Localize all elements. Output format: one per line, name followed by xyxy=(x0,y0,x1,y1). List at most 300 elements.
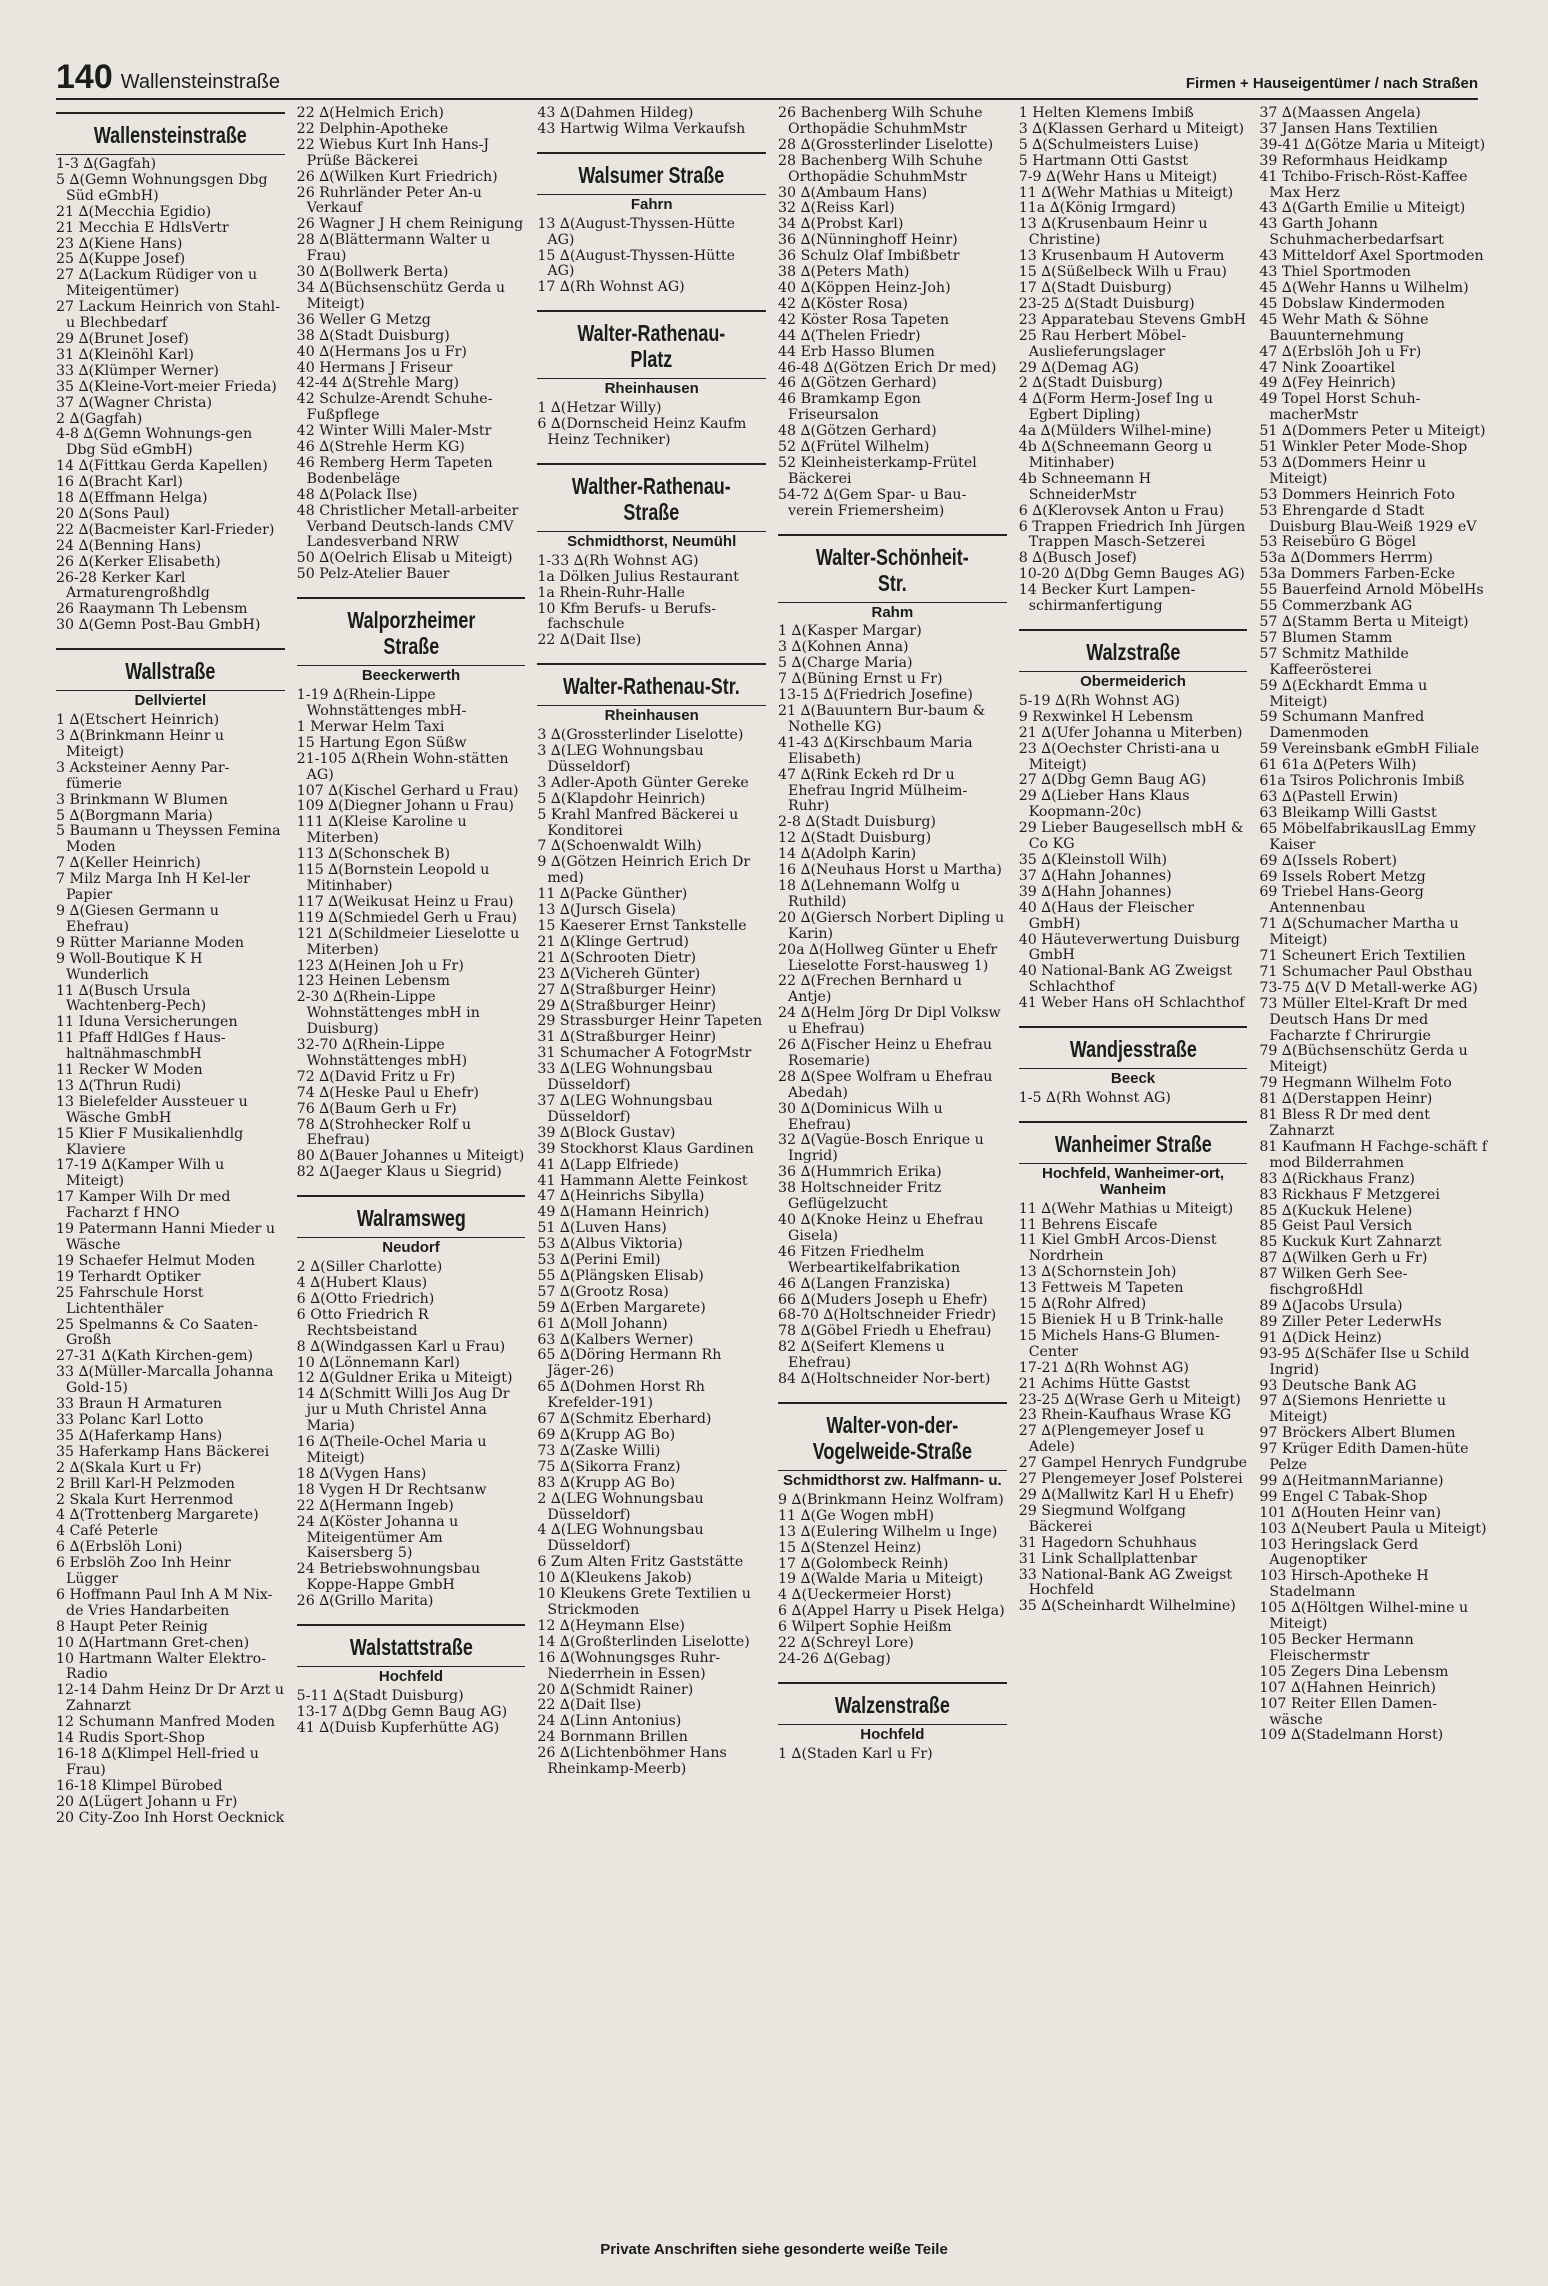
directory-entry: 26 ∆(Fischer Heinz u Ehefrau Rosemarie) xyxy=(778,1037,993,1069)
directory-entry: 23 ∆(Vichereh Günter) xyxy=(537,965,701,982)
directory-entry: 22 ∆(Dait Ilse) xyxy=(537,632,642,649)
directory-entry: 13 ∆(Thrun Rudi) xyxy=(56,1077,182,1094)
directory-entry: 55 Bauerfeind Arnold MöbelHs xyxy=(1259,582,1484,599)
directory-entry: 51 ∆(Dommers Peter u Miteigt) xyxy=(1259,423,1486,440)
street-heading xyxy=(1019,1121,1248,1164)
directory-entry: 18 ∆(Effmann Helga) xyxy=(56,490,208,507)
directory-entry: 1 ∆(Kasper Margar) xyxy=(778,623,922,640)
street-heading xyxy=(56,112,285,155)
directory-entry: 2 ∆(LEG Wohnungsbau Düsseldorf) xyxy=(537,1490,704,1523)
district-label: Rheinhausen xyxy=(604,707,699,725)
directory-entry: 40 Häuteverwertung Duisburg GmbH xyxy=(1018,931,1240,964)
directory-entry: 1 Merwar Helm Taxi xyxy=(296,718,445,735)
directory-entry: 12 Schumann Manfred Moden xyxy=(56,1714,276,1731)
directory-entry: 43 Hartwig Wilma Verkaufsh xyxy=(537,120,746,137)
directory-entry: 57 Schmitz Mathilde Kaffeerösterei xyxy=(1259,645,1409,678)
directory-entry: 14 Rudis Sport-Shop xyxy=(56,1730,205,1747)
directory-entry: 11 ∆(Packe Günther) xyxy=(537,886,688,903)
directory-entry: 11 ∆(Wehr Mathias u Miteigt) xyxy=(1018,1200,1234,1217)
directory-entry: 91 ∆(Dick Heinz) xyxy=(1259,1329,1382,1346)
directory-entry: 32-70 ∆(Rhein-Lippe Wohnstättenges mbH) xyxy=(296,1037,468,1069)
directory-entry: 42-44 ∆(Strehle Marg) xyxy=(296,375,460,392)
street-heading xyxy=(778,1682,1007,1725)
directory-entry: 9 ∆(Götzen Heinrich Erich Dr med) xyxy=(537,854,751,887)
street-heading xyxy=(537,463,766,532)
directory-entry: 22 Delphin-Apotheke xyxy=(296,120,449,137)
directory-entry: 73 ∆(Zaske Willi) xyxy=(537,1442,661,1459)
directory-entry: 93 Deutsche Bank AG xyxy=(1259,1377,1417,1394)
directory-entry: 22 ∆(Schreyl Lore) xyxy=(778,1635,914,1652)
directory-entry: 74 ∆(Heske Paul u Ehefr) xyxy=(296,1084,479,1101)
directory-entry: 17-19 ∆(Kamper Wilh u Miteigt) xyxy=(56,1157,225,1190)
directory-entry: 3 ∆(Klassen Gerhard u Miteigt) xyxy=(1018,120,1245,137)
directory-entry: 2-8 ∆(Stadt Duisburg) xyxy=(778,814,936,831)
directory-entry: 97 Krüger Edith Damen-hüte Pelze xyxy=(1259,1441,1469,1474)
directory-entry: 81 Kaufmann H Fachge-schäft f mod Bilderrahmen xyxy=(1259,1138,1488,1171)
district-label: Schmidthorst zw. Halfmann- u. xyxy=(783,1471,1002,1489)
directory-entry: 43 Garth Johann Schuhmacherbedarfsart xyxy=(1259,216,1444,249)
directory-entry: 33 ∆(Müller-Marcalla Johanna Gold-15) xyxy=(56,1364,274,1397)
directory-entry: 15 Bieniek H u B Trink-halle xyxy=(1018,1312,1224,1328)
directory-entry: 42 Köster Rosa Tapeten xyxy=(778,311,950,328)
street-heading xyxy=(1019,629,1248,672)
directory-entry: 41 Weber Hans oH Schlachthof xyxy=(1018,995,1245,1012)
directory-entry: 83 ∆(Krupp AG Bo) xyxy=(537,1474,676,1491)
directory-entry: 11 Kiel GmbH Arcos-Dienst Nordrhein xyxy=(1018,1232,1217,1265)
directory-entry: 22 ∆(Hermann Ingeb) xyxy=(296,1497,454,1514)
directory-entry: 47 Nink Zooartikel xyxy=(1259,359,1396,376)
directory-entry: 48 ∆(Polack Ilse) xyxy=(296,486,418,503)
directory-entry: 36 Weller G Metzg xyxy=(296,311,431,328)
street-heading xyxy=(297,597,526,666)
directory-entry: 2 ∆(Skala Kurt u Fr) xyxy=(56,1459,202,1476)
directory-entry: 105 ∆(Höltgen Wilhel-mine u Miteigt) xyxy=(1259,1600,1469,1633)
directory-entry: 76 ∆(Baum Gerh u Fr) xyxy=(296,1100,457,1117)
district-label: Hochfeld xyxy=(378,1668,444,1686)
directory-entry: 20 City-Zoo Inh Horst Oecknick xyxy=(56,1809,285,1826)
directory-entry: 67 ∆(Schmitz Eberhard) xyxy=(537,1411,712,1428)
directory-entry: 85 Geist Paul Versich xyxy=(1259,1218,1413,1235)
directory-entry: 7 Milz Marga Inh H Kel-ler Papier xyxy=(56,871,250,904)
directory-entry: 24 Betriebswohnungsbau Koppe-Happe GmbH xyxy=(296,1561,481,1594)
directory-entry: 5 ∆(Borgmann Maria) xyxy=(56,807,213,824)
directory-entry: 22 ∆(Frechen Bernhard u Antje) xyxy=(778,973,963,1006)
street-name: Wanheimer Straße xyxy=(1054,1130,1212,1157)
directory-entry: 27 ∆(Lackum Rüdiger von u Miteigentümer) xyxy=(56,267,258,300)
directory-entry: 15 Michels Hans-G Blumen-Center xyxy=(1018,1327,1220,1360)
page-number: 140 xyxy=(56,58,113,96)
directory-entry: 46-48 ∆(Götzen Erich Dr med) xyxy=(778,359,997,376)
directory-entry: 57 Blumen Stamm xyxy=(1259,629,1393,646)
directory-entry: 29 ∆(Lieber Hans Klaus Koopmann-20c) xyxy=(1018,788,1190,821)
directory-entry: 11 ∆(Wehr Mathias u Miteigt) xyxy=(1018,184,1234,201)
directory-entry: 6 Zum Alten Fritz Gaststätte xyxy=(537,1554,744,1571)
district-label: Beeckerwerth xyxy=(361,667,461,685)
directory-entry: 59 ∆(Eckhardt Emma u Miteigt) xyxy=(1259,677,1428,710)
directory-entry: 29 ∆(Mallwitz Karl H u Ehefr) xyxy=(1018,1486,1234,1503)
directory-entry: 12 ∆(Guldner Erika u Miteigt) xyxy=(296,1370,513,1387)
directory-entry: 26 ∆(Grillo Marita) xyxy=(296,1593,434,1610)
directory-entry: 53 Reisebüro G Bögel xyxy=(1259,534,1417,551)
directory-entry: 39 Stockhorst Klaus Gardinen xyxy=(537,1140,754,1157)
directory-entry: 53a Dommers Farben-Ecke xyxy=(1259,566,1455,583)
directory-entry: 30 ∆(Dominicus Wilh u Ehefrau) xyxy=(778,1100,943,1133)
directory-entry: 121 ∆(Schildmeier Lieselotte u Miterben) xyxy=(296,925,520,958)
directory-entry: 13 ∆(Schornstein Joh) xyxy=(1018,1264,1177,1281)
directory-entry: 27 ∆(Dbg Gemn Baug AG) xyxy=(1018,772,1207,789)
directory-entry: 42 Schulze-Arendt Schuhe-Fußpflege xyxy=(296,391,493,424)
directory-entry: 9 Rexwinkel H Lebensm xyxy=(1018,708,1194,725)
directory-entry: 13-15 ∆(Friedrich Josefine) xyxy=(778,687,973,704)
directory-entry: 78 ∆(Göbel Friedh u Ehefrau) xyxy=(778,1323,992,1340)
directory-entry: 53 ∆(Perini Emil) xyxy=(537,1252,661,1269)
directory-entry: 37 ∆(Hahn Johannes) xyxy=(1018,867,1172,884)
directory-entry: 42 Winter Willi Maler-Mstr xyxy=(296,423,492,440)
directory-entry: 84 ∆(Holtschneider Nor-bert) xyxy=(778,1371,991,1388)
directory-entry: 23 Apparatebau Stevens GmbH xyxy=(1018,311,1247,328)
directory-entry: 27 Lackum Heinrich von Stahl- u Blechbedarf xyxy=(56,299,280,332)
directory-entry: 89 ∆(Jacobs Ursula) xyxy=(1259,1297,1403,1314)
directory-entry: 14 Becker Kurt Lampen-schirmanfertigung xyxy=(1018,582,1196,615)
directory-entry: 82 ∆(Jaeger Klaus u Siegrid) xyxy=(296,1164,502,1181)
directory-entry: 5 ∆(Gemn Wohnungsgen Dbg Süd eGmbH) xyxy=(56,171,268,204)
directory-entry: 39 Reformhaus Heidkamp xyxy=(1259,152,1448,169)
directory-entry: 22 ∆(Helmich Erich) xyxy=(296,106,444,121)
directory-entry: 27 ∆(Plengemeyer Josef u Adele) xyxy=(1018,1423,1205,1456)
directory-entry: 18 ∆(Lehnemann Wolfg u Ruthild) xyxy=(778,877,960,910)
directory-entry: 49 ∆(Fey Heinrich) xyxy=(1259,375,1396,392)
directory-entry: 15 Klier F Musikalienhdlg Klaviere xyxy=(56,1125,244,1158)
directory-entry: 41 Tchibo-Frisch-Röst-Kaffee Max Herz xyxy=(1259,168,1468,201)
directory-entry: 53a ∆(Dommers Herrm) xyxy=(1259,550,1433,567)
street-name: Walzstraße xyxy=(1085,639,1181,665)
directory-entry: 49 Topel Horst Schuh-macherMstr xyxy=(1259,391,1421,424)
directory-entry: 41-43 ∆(Kirschbaum Maria Elisabeth) xyxy=(778,734,973,767)
directory-entry: 1-19 ∆(Rhein-Lippe Wohnstättenges mbH- xyxy=(296,687,467,719)
directory-entry: 9 ∆(Brinkmann Heinz Wolfram) xyxy=(778,1491,1004,1508)
directory-entry: 72 ∆(David Fritz u Fr) xyxy=(296,1068,456,1085)
directory-entry: 65 MöbelfabrikauslLag Emmy Kaiser xyxy=(1259,820,1476,853)
directory-entry: 6 ∆(Otto Friedrich) xyxy=(296,1290,435,1307)
directory-entry: 39-41 ∆(Götze Maria u Miteigt) xyxy=(1259,136,1486,153)
directory-entry: 9 Woll-Boutique K H Wunderlich xyxy=(56,950,203,983)
directory-entry: 78 ∆(Strohhecker Rolf u Ehefrau) xyxy=(296,1116,471,1149)
directory-entry: 19 ∆(Walde Maria u Miteigt) xyxy=(778,1571,984,1588)
directory-entry: 29 ∆(Brunet Josef) xyxy=(56,330,189,347)
directory-entry: 73 Müller Eltel-Kraft Dr med Deutsch Hans Dr med Facharzte f Chrirurgie xyxy=(1259,995,1468,1044)
directory-entry: 20a ∆(Hollweg Günter u Ehefr Lieselotte Forst-hausweg 1) xyxy=(778,941,998,974)
directory-entry: 29 Siegmund Wolfgang Bäckerei xyxy=(1018,1502,1187,1535)
directory-entry: 40 ∆(Hermans Jos u Fr) xyxy=(296,343,467,360)
directory-entry: 26 ∆(Wilken Kurt Friedrich) xyxy=(296,168,498,185)
directory-column-4 xyxy=(778,106,1007,2216)
directory-entry: 19 Patermann Hanni Mieder u Wäsche xyxy=(56,1221,276,1253)
header-left xyxy=(56,60,280,98)
directory-entry: 40 Hermans J Friseur xyxy=(296,359,453,376)
directory-entry: 14 ∆(Großterlinden Liselotte) xyxy=(537,1633,750,1650)
directory-entry: 18 ∆(Vygen Hans) xyxy=(296,1465,427,1482)
district-label: Fahrn xyxy=(630,195,673,213)
directory-entry: 28 ∆(Grossterlinder Liselotte) xyxy=(778,136,994,153)
directory-entry: 46 Bramkamp Egon Friseursalon xyxy=(778,391,921,424)
directory-entry: 59 Vereinsbank eGmbH Filiale xyxy=(1259,741,1480,758)
directory-entry: 97 Bröckers Albert Blumen xyxy=(1259,1425,1456,1442)
directory-entry: 19 Schaefer Helmut Moden xyxy=(56,1252,255,1269)
directory-entry: 53 Ehrengarde d Stadt Duisburg Blau-Weiß 1929 eV xyxy=(1259,502,1477,535)
district-label: Beeck xyxy=(1110,1070,1156,1088)
directory-entry: 21 ∆(Klinge Gertrud) xyxy=(537,933,689,950)
directory-entry: 103 ∆(Neubert Paula u Miteigt) xyxy=(1259,1520,1487,1537)
directory-entry: 14 ∆(Adolph Karin) xyxy=(778,846,917,863)
street-heading xyxy=(56,648,285,691)
street-name: Walzenstraße xyxy=(834,1691,950,1718)
directory-entry: 33 National-Bank AG Zweigst Hochfeld xyxy=(1018,1566,1233,1599)
directory-entry: 30 ∆(Bollwerk Berta) xyxy=(296,264,449,281)
directory-entry: 21-105 ∆(Rhein Wohn-stätten AG) xyxy=(296,750,509,783)
directory-column-3 xyxy=(537,106,766,2216)
directory-entry: 48 Christlicher Metall-arbeiter Verband Deutsch-lands CMV Landesverband NRW xyxy=(296,502,519,551)
directory-entry: 5-11 ∆(Stadt Duisburg) xyxy=(296,1687,464,1704)
directory-entry: 20 ∆(Sons Paul) xyxy=(56,505,170,522)
directory-entry: 15 ∆(August-Thyssen-Hütte AG) xyxy=(537,247,736,280)
district-label: Rheinhausen xyxy=(604,380,699,398)
directory-entry: 5 Baumann u Theyssen Femina Moden xyxy=(56,823,281,856)
directory-entry: 79 ∆(Büchsenschütz Gerda u Miteigt) xyxy=(1259,1043,1468,1076)
directory-entry: 13-17 ∆(Dbg Gemn Baug AG) xyxy=(296,1703,508,1720)
directory-entry: 15 Hartung Egon Süßw xyxy=(296,734,467,751)
directory-entry: 11 Behrens Eiscafe xyxy=(1018,1216,1158,1233)
directory-entry: 26 Wagner J H chem Reinigung xyxy=(296,216,524,233)
directory-entry: 3 Adler-Apoth Günter Gereke xyxy=(537,774,749,791)
directory-entry: 12 ∆(Stadt Duisburg) xyxy=(778,830,932,847)
district-label: Schmidthorst, Neumühl xyxy=(567,532,737,550)
directory-entry: 97 ∆(Siemons Henriette u Miteigt) xyxy=(1259,1393,1447,1426)
directory-entry: 15 Kaeserer Ernst Tankstelle xyxy=(537,918,747,934)
directory-entry: 12-14 Dahm Heinz Dr Dr Arzt u Zahnarzt xyxy=(56,1682,284,1715)
district-label: Dellviertel xyxy=(134,692,207,710)
directory-entry: 4 ∆(LEG Wohnungsbau Düsseldorf) xyxy=(537,1522,704,1555)
directory-entry: 32 ∆(Reiss Karl) xyxy=(778,200,895,217)
directory-entry: 53 ∆(Albus Viktoria) xyxy=(537,1236,683,1253)
directory-entry: 17-21 ∆(Rh Wohnst AG) xyxy=(1018,1359,1189,1376)
directory-entry: 7 ∆(Keller Heinrich) xyxy=(56,855,201,872)
directory-entry: 21 Achims Hütte Gastst xyxy=(1018,1375,1190,1392)
directory-entry: 44 ∆(Thelen Friedr) xyxy=(778,327,921,344)
directory-entry: 13 ∆(Eulering Wilhelm u Inge) xyxy=(778,1523,998,1540)
directory-entry: 7 ∆(Büning Ernst u Fr) xyxy=(778,671,943,688)
directory-entry: 1-3 ∆(Gagfah) xyxy=(56,156,157,172)
directory-entry: 43 Mitteldorf Axel Sportmoden xyxy=(1259,248,1484,265)
street-heading xyxy=(297,1195,526,1238)
directory-entry: 85 Kuckuk Kurt Zahnarzt xyxy=(1259,1234,1442,1251)
directory-entry: 36 Schulz Olaf Imbißbetr xyxy=(778,248,960,265)
directory-entry: 1 ∆(Staden Karl u Fr) xyxy=(778,1745,933,1762)
directory-entry: 13 ∆(August-Thyssen-Hütte AG) xyxy=(537,215,736,248)
directory-entry: 34 ∆(Büchsenschütz Gerda u Miteigt) xyxy=(296,279,506,312)
street-heading xyxy=(537,310,766,379)
directory-entry: 4b ∆(Schneemann Georg u Mitinhaber) xyxy=(1018,439,1212,471)
directory-entry: 69 Issels Robert Metzg xyxy=(1259,868,1426,885)
directory-entry: 25 ∆(Kuppe Josef) xyxy=(56,251,186,268)
directory-entry: 16 ∆(Wohnungsges Ruhr-Niederrhein in Essen) xyxy=(537,1649,721,1682)
directory-entry: 31 Link Schallplattenbar xyxy=(1018,1550,1198,1567)
directory-entry: 24 ∆(Benning Hans) xyxy=(56,537,202,554)
directory-entry: 28 Bachenberg Wilh Schuhe Orthopädie SchuhmMstr xyxy=(778,152,983,185)
directory-entry: 3 ∆(Grossterlinder Liselotte) xyxy=(537,727,744,744)
directory-entry: 27 Plengemeyer Josef Polsterei xyxy=(1018,1471,1243,1488)
directory-entry: 80 ∆(Bauer Johannes u Miteigt) xyxy=(296,1148,525,1165)
directory-entry: 69 ∆(Krupp AG Bo) xyxy=(537,1427,676,1443)
directory-entry: 37 ∆(Wagner Christa) xyxy=(56,394,213,411)
street-heading xyxy=(537,663,766,706)
directory-entry: 61 ∆(Moll Johann) xyxy=(537,1315,668,1332)
directory-entry: 2-30 ∆(Rhein-Lippe Wohnstättenges mbH in Duisburg) xyxy=(296,989,480,1038)
street-name: Walporzheimer Straße xyxy=(347,607,475,660)
directory-entry: 16 ∆(Bracht Karl) xyxy=(56,474,183,491)
directory-entry: 26 Raaymann Th Lebensm xyxy=(56,601,248,618)
directory-entry: 65 ∆(Dohmen Horst Rh Krefelder-191) xyxy=(537,1379,705,1412)
directory-entry: 3 Acksteiner Aenny Par-fümerie xyxy=(56,759,230,792)
directory-entry: 26 ∆(Lichtenböhmer Hans Rheinkamp-Meerb) xyxy=(537,1745,727,1778)
directory-entry: 52 Kleinheisterkamp-Frütel Bäckerei xyxy=(778,454,977,487)
directory-entry: 13 Fettweis M Tapeten xyxy=(1018,1280,1184,1297)
directory-entry: 87 Wilken Gerh See-fischgroßHdl xyxy=(1259,1266,1408,1299)
directory-entry: 13 Bielefelder Aussteuer u Wäsche GmbH xyxy=(56,1093,248,1126)
directory-entry: 22 ∆(Bacmeister Karl-Frieder) xyxy=(56,521,275,538)
directory-entry: 85 ∆(Kuckuk Helene) xyxy=(1259,1202,1413,1219)
directory-entry: 71 ∆(Schumacher Martha u Miteigt) xyxy=(1259,916,1459,949)
directory-entry: 8 Haupt Peter Reinig xyxy=(56,1618,208,1635)
page-header xyxy=(56,56,1478,100)
directory-entry: 19 Terhardt Optiker xyxy=(56,1268,201,1285)
district-label: Hochfeld xyxy=(860,1725,925,1743)
directory-entry: 17 ∆(Golombeck Reinh) xyxy=(778,1555,949,1572)
directory-entry: 4 ∆(Hubert Klaus) xyxy=(296,1275,428,1291)
directory-entry: 40 ∆(Köppen Heinz-Joh) xyxy=(778,279,951,296)
street-heading xyxy=(537,152,766,195)
directory-entry: 69 Triebel Hans-Georg Antennenbau xyxy=(1259,884,1424,917)
directory-entry: 24 ∆(Köster Johanna u Miteigentümer Am Kaisersberg 5) xyxy=(296,1513,459,1562)
directory-entry: 27-31 ∆(Kath Kirchen-gem) xyxy=(56,1348,254,1365)
directory-entry: 29 Lieber Baugesellsch mbH & Co KG xyxy=(1018,820,1244,853)
directory-entry: 26-28 Kerker Karl Armaturengroßhdlg xyxy=(56,569,210,602)
directory-entry: 38 Holtschneider Fritz Geflügelzucht xyxy=(778,1180,942,1213)
directory-entry: 16 ∆(Theile-Ochel Maria u Miteigt) xyxy=(296,1434,487,1466)
directory-entry: 14 ∆(Fittkau Gerda Kapellen) xyxy=(56,458,268,475)
directory-column-2 xyxy=(297,106,526,2216)
directory-entry: 4 Café Peterle xyxy=(56,1523,159,1540)
directory-entry: 101 ∆(Houten Heinr van) xyxy=(1259,1504,1442,1521)
directory-entry: 6 Hoffmann Paul Inh A M Nix-de Vries Handarbeiten xyxy=(56,1586,273,1619)
directory-entry: 41 ∆(Duisb Kupferhütte AG) xyxy=(296,1719,500,1736)
directory-entry: 39 ∆(Block Gustav) xyxy=(537,1124,676,1141)
directory-entry: 89 Ziller Peter LederwHs xyxy=(1259,1313,1442,1330)
directory-entry: 15 ∆(Rohr Alfred) xyxy=(1018,1296,1147,1313)
directory-entry: 1 Helten Klemens Imbiß xyxy=(1018,106,1194,121)
directory-entry: 23-25 ∆(Wrase Gerh u Miteigt) xyxy=(1018,1391,1241,1408)
street-name: Walstattstraße xyxy=(349,1634,473,1661)
directory-entry: 13 Krusenbaum H Autoverm xyxy=(1018,248,1225,265)
directory-column-5 xyxy=(1019,106,1248,2216)
directory-entry: 21 ∆(Mecchia Egidio) xyxy=(56,203,212,220)
directory-entry: 83 Rickhaus F Metzgerei xyxy=(1259,1186,1440,1203)
directory-entry: 87 ∆(Wilken Gerh u Fr) xyxy=(1259,1250,1428,1267)
directory-entry: 123 Heinen Lebensm xyxy=(296,973,450,990)
directory-entry: 46 Fitzen Friedhelm Werbeartikelfabrikation xyxy=(778,1243,961,1276)
directory-entry: 6 Erbslöh Zoo Inh Heinr Lügger xyxy=(56,1555,231,1588)
directory-entry: 25 Spelmanns & Co Saaten-Großh xyxy=(56,1316,258,1349)
directory-entry: 38 ∆(Peters Math) xyxy=(778,264,910,281)
directory-entry: 41 Hammann Alette Feinkost xyxy=(537,1172,748,1189)
street-name: Wandjesstraße xyxy=(1069,1036,1197,1063)
directory-entry: 81 Bless R Dr med dent Zahnarzt xyxy=(1259,1107,1430,1139)
directory-entry: 6 ∆(Erbslöh Loni) xyxy=(56,1539,183,1556)
directory-entry: 18 Vygen H Dr Rechtsanw xyxy=(296,1481,487,1498)
directory-entry: 3 ∆(Brinkmann Heinr u Miteigt) xyxy=(56,728,225,760)
directory-entry: 23 ∆(Oechster Christi-ana u Miteigt) xyxy=(1018,740,1220,773)
directory-entry: 28 ∆(Spee Wolfram u Ehefrau Abedah) xyxy=(778,1068,993,1101)
directory-entry: 43 ∆(Dahmen Hildeg) xyxy=(537,106,694,121)
directory-entry: 6 Trappen Friedrich Inh Jürgen Trappen Masch-Setzerei xyxy=(1018,518,1246,551)
directory-entry: 31 Schumacher A FotogrMstr xyxy=(537,1045,752,1062)
directory-column-6 xyxy=(1259,106,1488,2216)
directory-entry: 79 Hegmann Wilhelm Foto xyxy=(1259,1075,1452,1092)
directory-entry: 3 ∆(Kohnen Anna) xyxy=(778,639,909,656)
street-heading xyxy=(778,1402,1007,1471)
directory-entry: 26 Bachenberg Wilh Schuhe Orthopädie SchuhmMstr xyxy=(778,106,983,137)
directory-entry: 35 ∆(Scheinhardt Wilhelmine) xyxy=(1018,1598,1236,1615)
directory-entry: 2 ∆(Stadt Duisburg) xyxy=(1018,375,1163,392)
directory-entry: 99 Engel C Tabak-Shop xyxy=(1259,1488,1428,1505)
directory-entry: 1 ∆(Etschert Heinrich) xyxy=(56,712,220,729)
directory-entry: 2 Skala Kurt Herrenmod xyxy=(56,1491,234,1508)
directory-entry: 37 ∆(LEG Wohnungsbau Düsseldorf) xyxy=(537,1092,713,1125)
directory-entry: 9 Rütter Marianne Moden xyxy=(56,934,245,951)
running-street-name: Wallensteinstraße xyxy=(120,71,281,93)
directory-entry: 21 ∆(Bauuntern Bur-baum & Nothelle KG) xyxy=(778,703,986,735)
street-name: Walter-Rathenau-Str. xyxy=(563,673,741,700)
street-name: Walther-Rathenau-Straße xyxy=(572,472,732,525)
directory-entry: 13 ∆(Jursch Gisela) xyxy=(537,902,676,919)
directory-entry: 14 ∆(Schmitt Willi Jos Aug Dr jur u Muth Christel Anna Maria) xyxy=(296,1386,510,1435)
directory-entry: 43 Thiel Sportmoden xyxy=(1259,264,1411,281)
directory-entry: 20 ∆(Schmidt Rainer) xyxy=(537,1681,694,1698)
directory-entry: 45 Wehr Math & Söhne Bauunternehmung xyxy=(1259,311,1429,344)
directory-entry: 45 ∆(Wehr Hanns u Wilhelm) xyxy=(1259,279,1469,296)
directory-entry: 15 ∆(Süßelbeck Wilh u Frau) xyxy=(1018,264,1227,281)
directory-column-1 xyxy=(56,106,285,2216)
directory-entry: 53 Dommers Heinrich Foto xyxy=(1259,486,1455,503)
directory-entry: 10 Hartmann Walter Elektro-Radio xyxy=(56,1650,267,1683)
directory-entry: 59 ∆(Erben Margarete) xyxy=(537,1299,706,1316)
directory-entry: 46 ∆(Strehle Herm KG) xyxy=(296,439,465,456)
directory-entry: 24-26 ∆(Gebag) xyxy=(778,1650,891,1667)
directory-entry: 6 Wilpert Sophie Heißm xyxy=(778,1619,952,1636)
directory-entry: 57 ∆(Grootz Rosa) xyxy=(537,1283,669,1300)
directory-entry: 4a ∆(Mülders Wilhel-mine) xyxy=(1018,423,1212,440)
directory-entry: 1a Rhein-Ruhr-Halle xyxy=(537,584,685,601)
directory-entry: 9 ∆(Giesen Germann u Ehefrau) xyxy=(56,902,219,935)
directory-entry: 10 ∆(Kleukens Jakob) xyxy=(537,1570,692,1587)
directory-entry: 48 ∆(Götzen Gerhard) xyxy=(778,423,937,440)
directory-entry: 1a Dölken Julius Restaurant xyxy=(537,568,739,585)
directory-entry: 103 Heringslack Gerd Augenoptiker xyxy=(1259,1536,1419,1569)
directory-entry: 5 Krahl Manfred Bäckerei u Konditorei xyxy=(537,806,739,839)
directory-entry: 35 ∆(Haferkamp Hans) xyxy=(56,1427,223,1444)
directory-entry: 51 Winkler Peter Mode-Shop xyxy=(1259,439,1468,456)
directory-entry: 1-33 ∆(Rh Wohnst AG) xyxy=(537,552,699,569)
directory-entry: 16 ∆(Neuhaus Horst u Martha) xyxy=(778,862,1002,879)
